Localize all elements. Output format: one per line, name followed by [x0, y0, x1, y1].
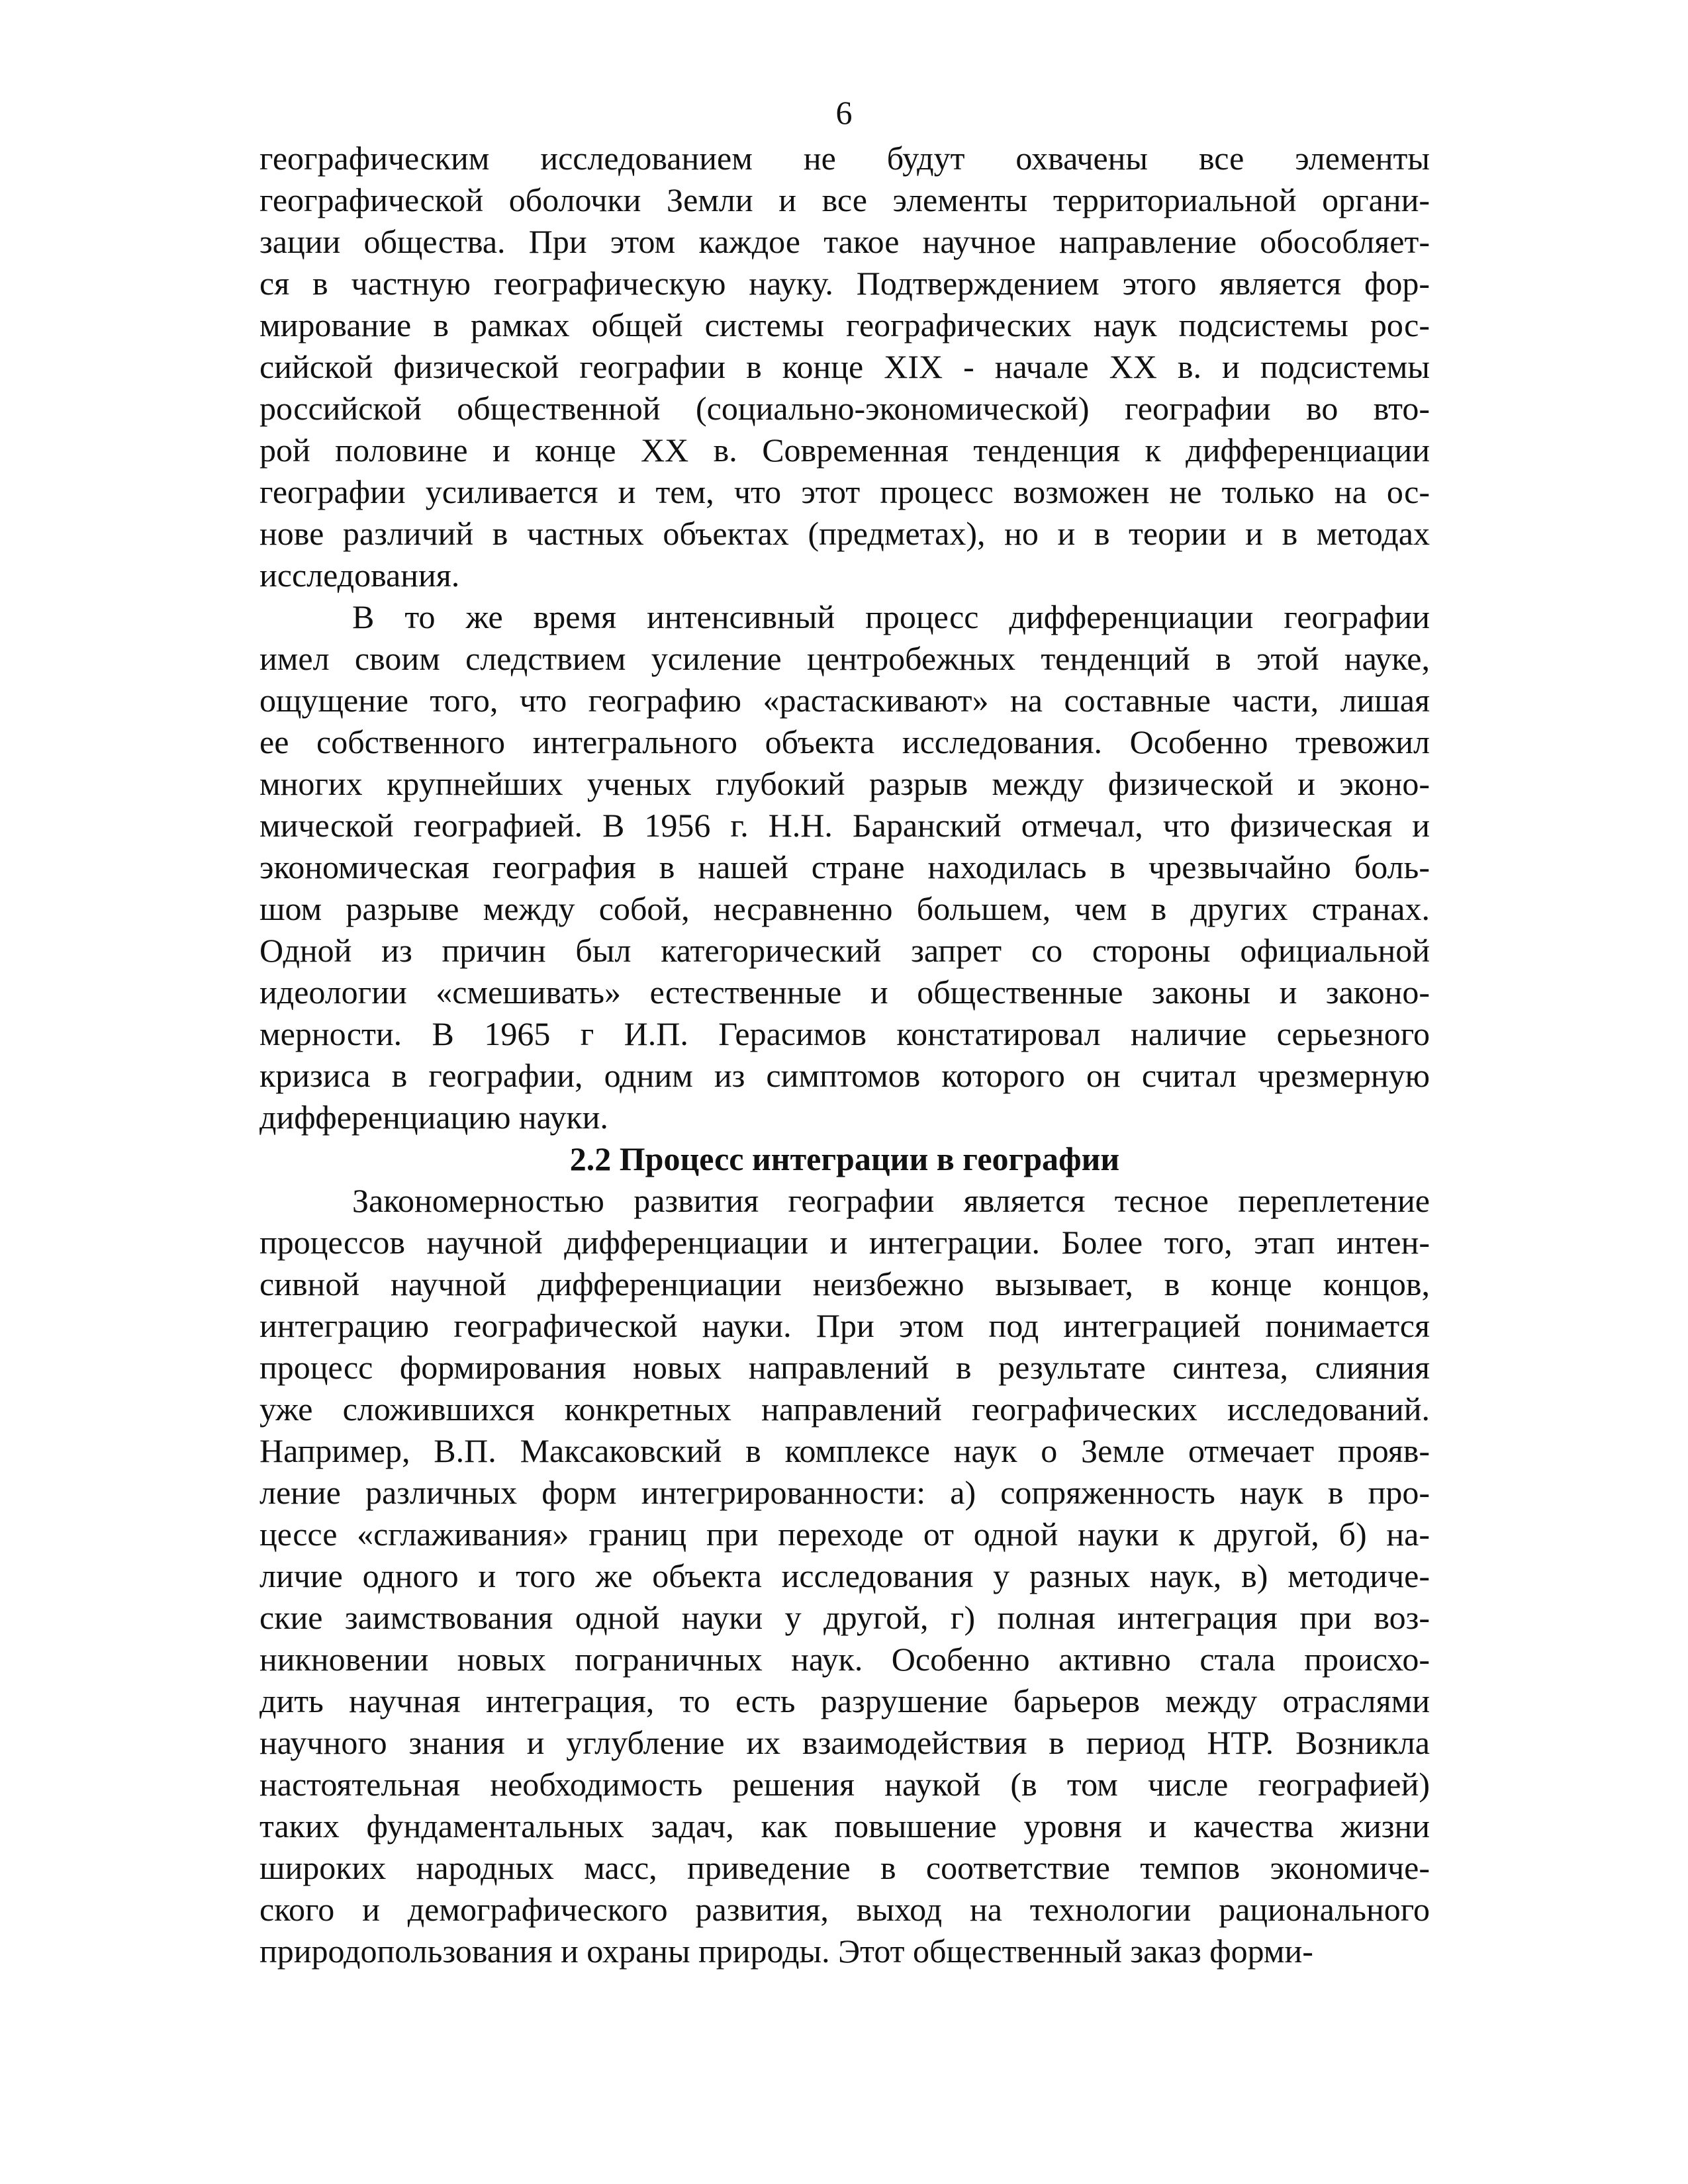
text-line: географии усиливается и тем, что этот процесс возможен не только на ос- [259, 473, 1430, 510]
text-line: географической оболочки Земли и все элементы территориальной органи- [259, 181, 1430, 218]
text-line: ее собственного интегрального объекта исследования. Особенно тревожил [259, 723, 1430, 760]
text-line: Закономерностью развития географии является тесное переплетение [352, 1182, 1430, 1219]
text-line: кризиса в географии, одним из симптомов которого он считал чрезмерную [259, 1057, 1430, 1094]
text-line: процессов научной дифференциации и интеграции. Более того, этап интен- [259, 1224, 1430, 1261]
body-text [259, 138, 1430, 1972]
paragraph-3 [259, 1180, 1430, 1972]
page-number: 6 [835, 94, 853, 131]
text-line: никновении новых пограничных наук. Особенно активно стала происхо- [259, 1641, 1430, 1678]
text-line: географическим исследованием не будут охвачены все элементы [259, 140, 1430, 177]
text-line: дить научная интеграция, то есть разрушение барьеров между отраслями [259, 1682, 1430, 1719]
section-heading: 2.2 Процесс интеграции в географии [569, 1140, 1120, 1177]
text-line: ощущение того, что географию «растаскивают» на составные части, лишая [259, 682, 1430, 719]
text-line: ские заимствования одной науки у другой, г) полная интеграция при воз- [259, 1599, 1430, 1636]
text-line: шом разрыве между собой, несравненно большем, чем в других странах. [259, 890, 1430, 927]
text-line: сивной научной дифференциации неизбежно вызывает, в конце концов, [259, 1265, 1430, 1302]
text-line: мирование в рамках общей системы географических наук подсистемы рос- [259, 306, 1430, 343]
text-line: дифференциацию науки. [259, 1099, 608, 1136]
text-line: настоятельная необходимость решения наукой (в том числе географией) [259, 1766, 1430, 1803]
text-line: широких народных масс, приведение в соответствие темпов экономиче- [259, 1849, 1430, 1886]
text-line: ского и демографического развития, выход на технологии рационального [259, 1891, 1430, 1928]
text-line: уже сложившихся конкретных направлений географических исследований. [259, 1390, 1430, 1428]
text-line: идеологии «смешивать» естественные и общественные законы и законо- [259, 974, 1430, 1011]
text-line: интеграцию географической науки. При этом под интеграцией понимается [259, 1307, 1430, 1344]
text-line: нове различий в частных объектах (предметах), но и в теории и в методах [259, 515, 1430, 552]
text-line: российской общественной (социально-экономической) географии во вто- [259, 390, 1430, 427]
text-line: мической географией. В 1956 г. Н.Н. Баранский отмечал, что физическая и [259, 807, 1430, 844]
text-line: зации общества. При этом каждое такое научное направление обособляет- [259, 223, 1430, 260]
text-line: таких фундаментальных задач, как повышение уровня и качества жизни [259, 1807, 1430, 1844]
text-line: мерности. В 1965 г И.П. Герасимов констатировал наличие серьезного [259, 1015, 1430, 1052]
text-line: природопользования и охраны природы. Этот общественный заказ форми- [259, 1933, 1313, 1970]
text-line: Одной из причин был категорический запрет со стороны официальной [259, 932, 1430, 969]
paragraph-2 [259, 596, 1430, 1138]
text-line: сийской физической географии в конце XIX - начале XX в. и подсистемы [259, 348, 1430, 385]
text-line: цессе «сглаживания» границ при переходе от одной науки к другой, б) на- [259, 1516, 1430, 1553]
text-line: научного знания и углубление их взаимодействия в период НТР. Возникла [259, 1724, 1430, 1761]
text-line: ление различных форм интегрированности: а) сопряженность наук в про- [259, 1474, 1430, 1511]
text-line: имел своим следствием усиление центробежных тенденций в этой науке, [259, 640, 1430, 677]
text-line: экономическая география в нашей стране находилась в чрезвычайно боль- [259, 848, 1430, 886]
text-line: исследования. [259, 557, 460, 594]
text-line: ся в частную географическую науку. Подтверждением этого является фор- [259, 265, 1430, 302]
text-line: личие одного и того же объекта исследования у разных наук, в) методиче- [259, 1557, 1430, 1594]
text-line: многих крупнейших ученых глубокий разрыв между физической и эконо- [259, 765, 1430, 802]
text-line: В то же время интенсивный процесс дифференциации географии [352, 598, 1430, 635]
text-line: Например, В.П. Максаковский в комплексе наук о Земле отмечает прояв- [259, 1432, 1430, 1469]
text-line: рой половине и конце XX в. Современная тенденция к дифференциации [259, 432, 1430, 469]
text-line: процесс формирования новых направлений в результате синтеза, слияния [259, 1349, 1430, 1386]
paragraph-1 [259, 138, 1430, 596]
